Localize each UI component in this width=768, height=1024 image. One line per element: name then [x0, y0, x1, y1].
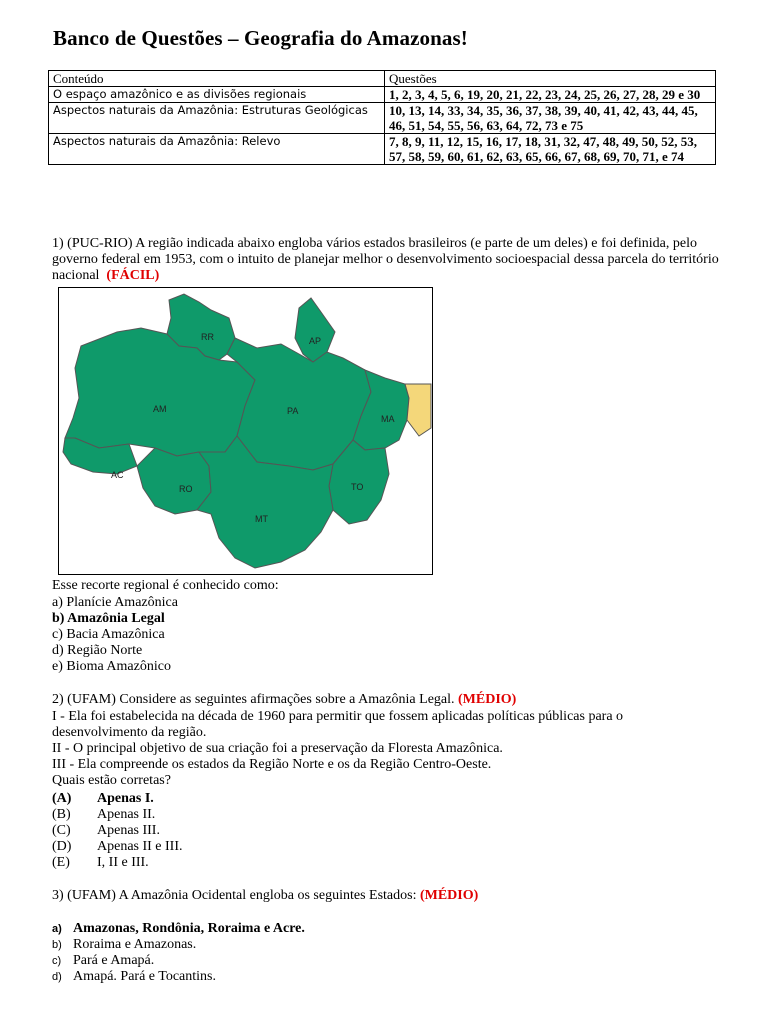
row-topic: Aspectos naturais da Amazônia: Relevo	[49, 134, 385, 165]
question-2-text	[52, 692, 516, 708]
map-region-ro	[137, 448, 211, 514]
question-3-text	[52, 888, 478, 904]
q2-option-d	[52, 839, 183, 855]
question-3-body: 3) (UFAM) A Amazônia Ocidental engloba os seguintes Estados:	[52, 888, 417, 903]
map-label-ac: AC	[111, 470, 124, 480]
q3-option-d	[52, 969, 216, 985]
row-questions: 1, 2, 3, 4, 5, 6, 19, 20, 21, 22, 23, 24, 25, 26, 27, 28, 29 e 30	[385, 87, 716, 103]
q2-statement-3: III - Ela compreende os estados da Região Norte e os da Região Centro-Oeste.	[52, 757, 492, 772]
q3-option-c	[52, 953, 154, 969]
option-text: Roraima e Amazonas.	[73, 937, 197, 952]
option-text: Pará e Amapá.	[73, 953, 155, 968]
question-1-body: 1) (PUC-RIO) A região indicada abaixo engloba vários estados brasileiros (e parte de um deles) e foi definida, pelo governo federal em 1953, com o intuito de planejar melhor o desenvolvimento socioespacial dessa parcela do território nacional	[52, 236, 719, 283]
row-topic: Aspectos naturais da Amazônia: Estruturas Geológicas	[49, 103, 385, 134]
map-region-pi-part	[405, 384, 431, 436]
q2-statement-2: II - O principal objetivo de sua criação foi a preservação da Floresta Amazônica.	[52, 741, 503, 756]
map-label-rr: RR	[201, 332, 214, 342]
option-text: Apenas III.	[97, 823, 160, 838]
option-letter: d)	[52, 971, 62, 983]
question-1-text	[52, 236, 722, 284]
option-letter: c)	[52, 955, 62, 967]
map-label-to: TO	[351, 482, 364, 492]
topics-table	[48, 70, 716, 165]
difficulty-badge: (MÉDIO)	[458, 692, 517, 707]
page-title: Banco de Questões – Geografia do Amazonas!	[53, 26, 468, 50]
table-row	[49, 103, 716, 134]
option-text: Apenas I.	[97, 791, 154, 806]
option-letter: b)	[52, 939, 62, 951]
question-2-body: 2) (UFAM) Considere as seguintes afirmações sobre a Amazônia Legal.	[52, 692, 455, 707]
q2-option-e	[52, 855, 149, 871]
q1-option-e: e) Bioma Amazônico	[52, 659, 171, 674]
row-questions: 10, 13, 14, 33, 34, 35, 36, 37, 38, 39, 40, 41, 42, 43, 44, 45, 46, 51, 54, 55, 56, 63, 64, 72, 73 e 75	[385, 103, 716, 134]
q1-option-b: b) Amazônia Legal	[52, 611, 165, 626]
map-label-mt: MT	[255, 514, 268, 524]
q1-option-d: d) Região Norte	[52, 643, 143, 658]
q3-option-a	[52, 921, 305, 937]
difficulty-badge: (FÁCIL)	[106, 268, 160, 283]
amazonia-legal-map	[58, 287, 433, 575]
map-label-ro: RO	[179, 484, 193, 494]
q3-option-b	[52, 937, 196, 953]
option-text: I, II e III.	[97, 855, 149, 870]
q2-option-a	[52, 791, 154, 807]
q2-option-c	[52, 823, 160, 839]
map-label-ap: AP	[309, 336, 322, 346]
q2-question: Quais estão corretas?	[52, 773, 171, 788]
table-row	[49, 134, 716, 165]
option-letter: a)	[52, 923, 62, 935]
map-label-ma: MA	[381, 414, 395, 424]
q1-option-a: a) Planície Amazônica	[52, 595, 178, 610]
q2-option-b	[52, 807, 155, 823]
q1-option-c: c) Bacia Amazônica	[52, 627, 165, 642]
map-svg	[59, 288, 432, 574]
header-conteudo: Conteúdo	[49, 71, 385, 87]
option-text: Amapá. Pará e Tocantins.	[73, 969, 216, 984]
q2-statement-1: I - Ela foi estabelecida na década de 1960 para permitir que fossem aplicadas políticas públicas para o desenvolvimento da região.	[52, 709, 624, 740]
option-text: Amazonas, Rondônia, Roraima e Acre.	[73, 921, 305, 936]
question-1-stem: Esse recorte regional é conhecido como:	[52, 578, 279, 593]
row-topic: O espaço amazônico e as divisões regionais	[49, 87, 385, 103]
map-label-pa: PA	[287, 406, 299, 416]
option-letter: (C)	[52, 823, 71, 838]
option-letter: (E)	[52, 855, 70, 870]
table-header-row	[49, 71, 716, 87]
option-letter: (A)	[52, 791, 72, 806]
table-row	[49, 87, 716, 103]
header-questoes: Questões	[385, 71, 716, 87]
difficulty-badge: (MÉDIO)	[419, 888, 479, 903]
map-label-am: AM	[153, 404, 167, 414]
option-text: Apenas II.	[97, 807, 156, 822]
option-text: Apenas II e III.	[97, 839, 183, 854]
option-letter: (B)	[52, 807, 71, 822]
row-questions: 7, 8, 9, 11, 12, 15, 16, 17, 18, 31, 32, 47, 48, 49, 50, 52, 53, 57, 58, 59, 60, 61, 62, 63, 65, 66, 67, 68, 69, 70, 71, e 74	[385, 134, 716, 165]
option-letter: (D)	[52, 839, 72, 854]
